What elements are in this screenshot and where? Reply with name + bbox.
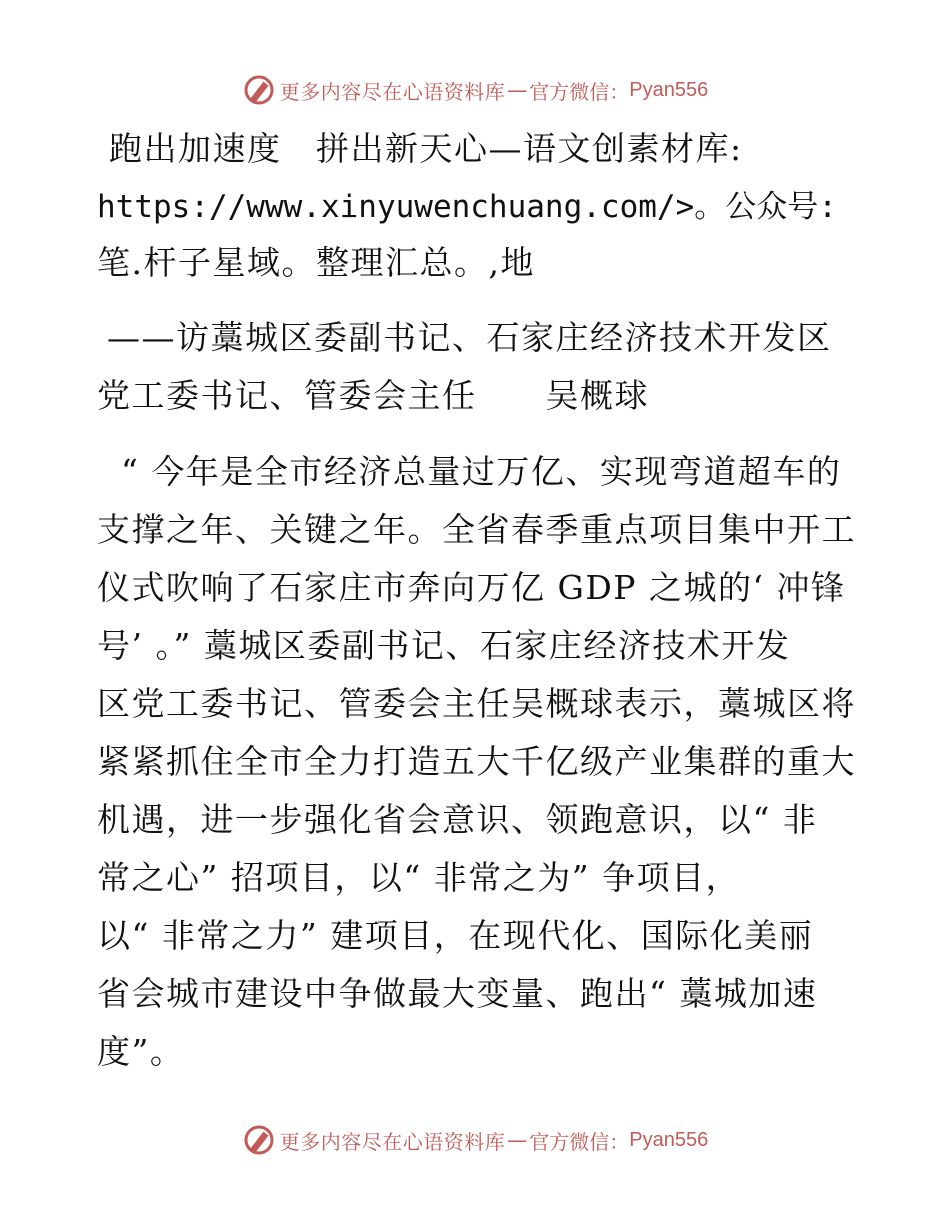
banner-account-label: 官方微信：: [529, 1129, 630, 1154]
body-line: “ 今年是全市经济总量过万亿、实现弯道超车的: [121, 452, 842, 491]
body-line: 省会城市建设中争做最大变量、跑出“ 藁城加速: [97, 974, 818, 1013]
subtitle-line-2: 党工委书记、管委会主任 吴概球: [97, 376, 649, 415]
banner-separator: —: [507, 78, 528, 102]
banner-text: 更多内容尽在心语资料库: [279, 1129, 506, 1154]
subtitle-line-1: ——访藁城区委副书记、石家庄经济技术开发区: [107, 318, 832, 357]
body-line: 仪式吹响了石家庄市奔向万亿 GDP 之城的‘ 冲锋: [97, 568, 846, 607]
pen-logo-icon: [242, 1123, 276, 1157]
header-banner: [0, 70, 950, 110]
title-url-line: https://www.xinyuwenchuang.com/>。公众号:: [97, 189, 837, 225]
pen-logo-icon: [242, 73, 276, 107]
body-line: 度”。: [97, 1032, 185, 1071]
footer-banner: [0, 1120, 950, 1160]
body-line: 紧紧抓住全市全力打造五大千亿级产业集群的重大: [97, 742, 856, 781]
banner-account-label: 官方微信：: [529, 79, 630, 104]
body-line: 以“ 非常之力” 建项目，在现代化、国际化美丽: [97, 916, 814, 955]
title-line-1: 跑出加速度 拼出新天心—语文创素材库:: [109, 129, 743, 168]
banner-separator: —: [507, 1128, 528, 1152]
body-line: 号’ 。” 藁城区委副书记、石家庄经济技术开发: [97, 626, 791, 665]
banner-text: 更多内容尽在心语资料库: [279, 79, 506, 104]
banner-account-id: Pyan556: [629, 1128, 709, 1151]
body-line: 区党工委书记、管委会主任吴概球表示，藁城区将: [97, 684, 856, 723]
title-line-3: 笔.杆子星域。整理汇总。,地: [97, 243, 535, 282]
body-line: 常之心” 招项目，以“ 非常之为” 争项目，: [97, 858, 741, 897]
banner-account-id: Pyan556: [629, 78, 709, 101]
body-line: 机遇，进一步强化省会意识、领跑意识，以“ 非: [97, 800, 818, 839]
body-line: 支撑之年、关键之年。全省春季重点项目集中开工: [97, 510, 856, 549]
